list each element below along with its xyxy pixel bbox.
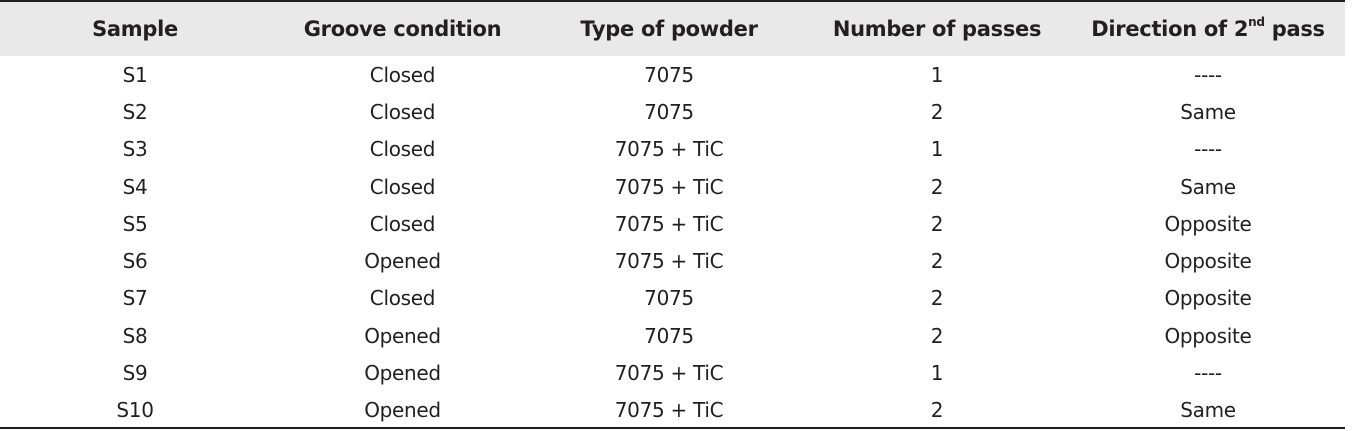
cell-passes: 2 bbox=[930, 99, 944, 124]
cell-groove: Opened bbox=[364, 361, 441, 386]
table-row bbox=[0, 317, 1345, 354]
table-row bbox=[0, 131, 1345, 168]
cell-groove: Closed bbox=[369, 62, 436, 87]
header-number-of-passes: Number of passes bbox=[832, 17, 1042, 41]
cell-passes: 1 bbox=[930, 361, 944, 386]
cell-direction: Opposite bbox=[1164, 286, 1252, 311]
header-direction-superscript: nd bbox=[1248, 15, 1265, 29]
cell-direction: Opposite bbox=[1164, 211, 1252, 236]
cell-passes: 1 bbox=[930, 62, 944, 87]
cell-sample: S3 bbox=[122, 137, 148, 162]
cell-sample: S9 bbox=[122, 361, 148, 386]
cell-powder: 7075 bbox=[644, 62, 694, 87]
cell-powder: 7075 bbox=[644, 286, 694, 311]
table-row bbox=[0, 392, 1345, 429]
cell-passes: 2 bbox=[930, 249, 944, 274]
cell-direction: ---- bbox=[1194, 137, 1222, 162]
cell-sample: S5 bbox=[122, 211, 148, 236]
header-groove-condition: Groove condition bbox=[303, 17, 502, 41]
cell-powder: 7075 + TiC bbox=[614, 211, 724, 236]
cell-passes: 2 bbox=[930, 174, 944, 199]
cell-groove: Closed bbox=[369, 99, 436, 124]
cell-groove: Opened bbox=[364, 323, 441, 348]
table-header bbox=[0, 2, 1345, 56]
cell-passes: 2 bbox=[930, 398, 944, 423]
cell-groove: Closed bbox=[369, 286, 436, 311]
header-sample: Sample bbox=[92, 17, 178, 41]
header-direction-suffix: pass bbox=[1264, 17, 1325, 41]
cell-direction: Same bbox=[1180, 99, 1236, 124]
cell-sample: S7 bbox=[122, 286, 148, 311]
cell-sample: S1 bbox=[122, 62, 148, 87]
header-direction-of-2nd-pass bbox=[1071, 2, 1345, 56]
cell-passes: 2 bbox=[930, 211, 944, 236]
cell-direction: ---- bbox=[1194, 361, 1222, 386]
cell-sample: S10 bbox=[116, 398, 154, 423]
header-row bbox=[0, 2, 1345, 56]
cell-direction: Opposite bbox=[1164, 323, 1252, 348]
cell-groove: Closed bbox=[369, 174, 436, 199]
table-row bbox=[0, 354, 1345, 391]
cell-passes: 2 bbox=[930, 286, 944, 311]
cell-sample: S4 bbox=[122, 174, 148, 199]
cell-powder: 7075 + TiC bbox=[614, 137, 724, 162]
cell-sample: S8 bbox=[122, 323, 148, 348]
cell-sample: S2 bbox=[122, 99, 148, 124]
cell-groove: Closed bbox=[369, 137, 436, 162]
cell-groove: Opened bbox=[364, 398, 441, 423]
cell-direction: Same bbox=[1180, 398, 1236, 423]
cell-groove: Opened bbox=[364, 249, 441, 274]
table-row bbox=[0, 280, 1345, 317]
cell-powder: 7075 bbox=[644, 323, 694, 348]
table-body bbox=[0, 56, 1345, 429]
cell-powder: 7075 + TiC bbox=[614, 249, 724, 274]
cell-groove: Closed bbox=[369, 211, 436, 236]
table-row bbox=[0, 242, 1345, 279]
cell-passes: 2 bbox=[930, 323, 944, 348]
cell-direction: Same bbox=[1180, 174, 1236, 199]
cell-sample: S6 bbox=[122, 249, 148, 274]
table-row bbox=[0, 205, 1345, 242]
table-bottom-rule bbox=[0, 427, 1345, 429]
cell-powder: 7075 + TiC bbox=[614, 398, 724, 423]
cell-powder: 7075 + TiC bbox=[614, 174, 724, 199]
table-row bbox=[0, 168, 1345, 205]
cell-direction: Opposite bbox=[1164, 249, 1252, 274]
header-type-of-powder: Type of powder bbox=[580, 17, 758, 41]
table-row bbox=[0, 93, 1345, 130]
header-direction-prefix: Direction of 2 bbox=[1091, 17, 1249, 41]
cell-powder: 7075 + TiC bbox=[614, 361, 724, 386]
samples-table bbox=[0, 2, 1345, 429]
table-row bbox=[0, 56, 1345, 93]
cell-powder: 7075 bbox=[644, 99, 694, 124]
cell-passes: 1 bbox=[930, 137, 944, 162]
cell-direction: ---- bbox=[1194, 62, 1222, 87]
